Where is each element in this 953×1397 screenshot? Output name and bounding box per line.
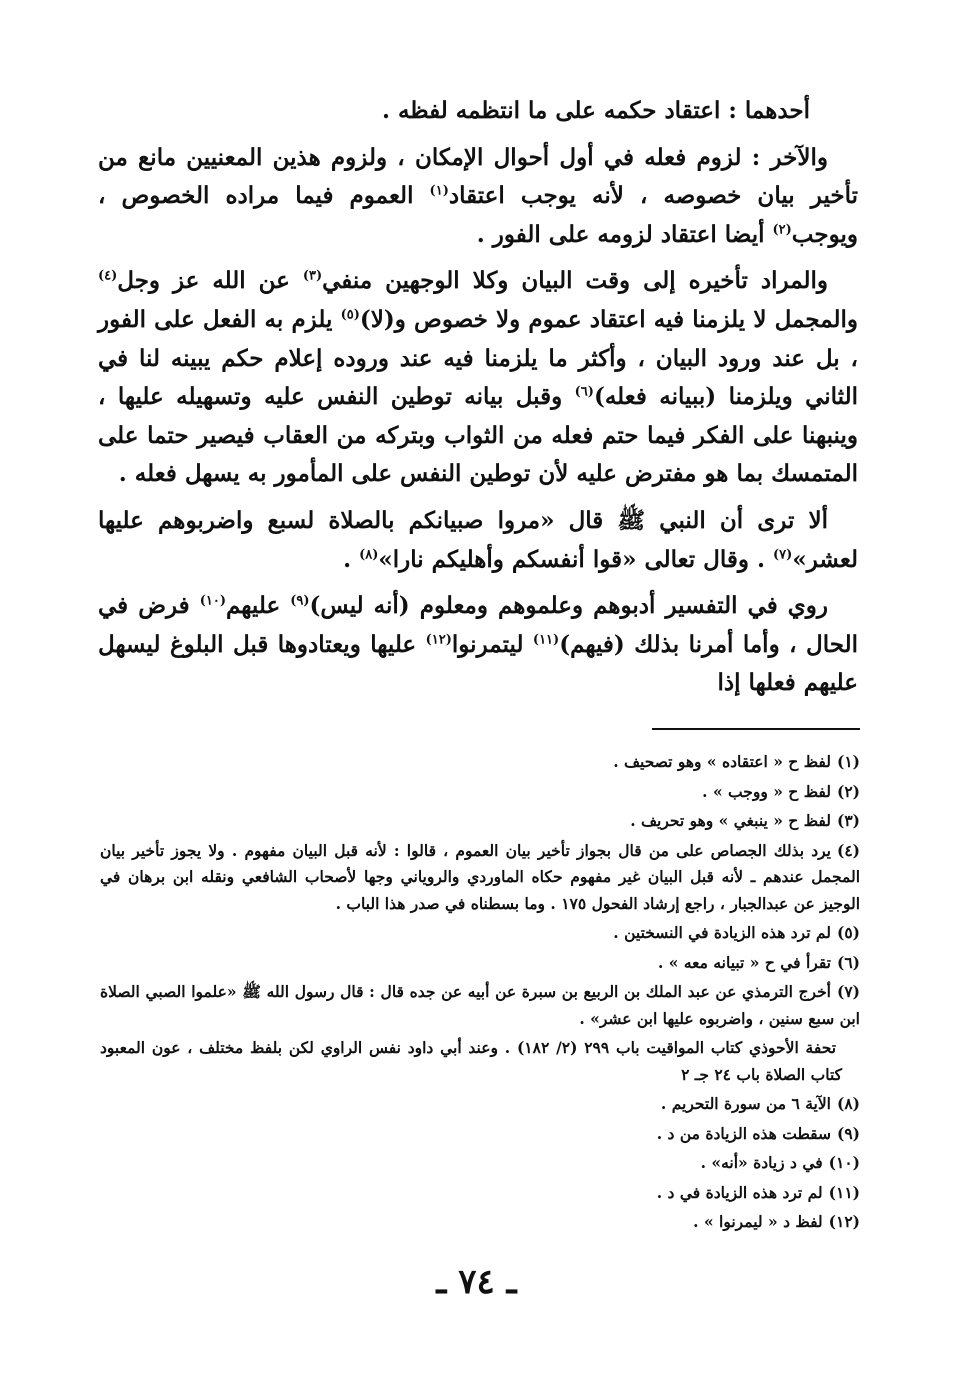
footnote: [100, 1209, 860, 1236]
footnote: [100, 979, 860, 1032]
footnote-number: (١١): [828, 1182, 860, 1202]
paragraph-text: روي في التفسير أدبوهم وعلموهم ومعلوم (أنه ليس): [309, 592, 828, 620]
footnote-number: (٦): [836, 952, 860, 972]
footnote-number: (٢): [836, 781, 860, 801]
footnote-number: (١٢): [828, 1212, 860, 1231]
footnote-text: أخرج الترمذي عن عبد الملك بن الربيع بن سبرة عن أبيه عن جده قال : قال رسول الله ﷺ «علموا الصبي الصلاة ابن سبع سنين ، واضربوه عليها ابن عشر» .: [100, 982, 860, 1028]
footnotes: [100, 749, 860, 1239]
paragraph-1: [98, 92, 858, 131]
paragraph-text: ألا ترى أن النبي ﷺ قال «مروا صبيانكم بالصلاة لسبع واضربوهم عليها لعشر»: [98, 506, 858, 573]
paragraph-text: أيضا اعتقاد لزومه على الفور .: [476, 220, 773, 248]
footnote-continuation: [100, 1035, 860, 1088]
paragraph-2: [98, 139, 858, 255]
footnote-number: (٩): [836, 1123, 860, 1143]
footnote-ref-10: (١٠): [199, 593, 226, 609]
footnote-number: (٧): [836, 982, 860, 1001]
footnote-ref-8: (٨): [359, 546, 379, 562]
paragraph-text: والآخر : لزوم فعله في أول أحوال الإمكان ، ولزوم هذين المعنيين مانع من تأخير بيان خصوصه ، لأنه يوجب اعتقاد: [98, 143, 859, 210]
footnote: [100, 838, 860, 918]
paragraph-text: عن الله عز وجل: [117, 267, 303, 295]
footnote-text: لم ترد هذه الزيادة في النسختين .: [613, 923, 831, 942]
footnote-number: (١): [836, 752, 860, 771]
footnote-text: لفظ د « ليمرنوا » .: [693, 1212, 823, 1231]
footnote: [100, 1150, 860, 1177]
footnote-ref-11: (١١): [532, 632, 560, 648]
footnote: [100, 1091, 860, 1118]
footnote-number: (٤): [836, 840, 860, 860]
footnote-ref-7: (٧): [773, 546, 793, 562]
footnote-ref-4: (٤): [98, 268, 118, 284]
footnote-ref-12: (١٢): [425, 632, 452, 648]
paragraph-text: والمراد تأخيره إلى وقت البيان وكلا الوجهين منفي: [322, 267, 829, 295]
footnote-text: تحفة الأحوذي كتاب المواقيت باب ٢٩٩ (٢/ ١٨٢) . وعند أبي داود نفس الراوي لكن بلفظ مختلف ، عون المعبود كتاب الصلاة باب ٢٤ جـ ٢: [100, 1038, 842, 1084]
footnote: [100, 779, 860, 806]
footnote-text: سقطت هذه الزيادة من د .: [656, 1123, 831, 1143]
footnote-ref-9: (٩): [290, 593, 310, 609]
footnote-text: لفظ ح « اعتقاده » وهو تصحيف .: [613, 752, 831, 771]
paragraph-3: [98, 262, 858, 494]
footnote-text: لم ترد هذه الزيادة في د .: [656, 1182, 823, 1202]
paragraph-text: فرض في الحال ، وأما أمرنا بذلك (فيهم): [98, 592, 858, 658]
footnote: [100, 808, 860, 835]
paragraph-4: [98, 502, 858, 579]
paragraph-5: [98, 587, 858, 703]
paragraph-text: والمجمل لا يلزمنا فيه اعتقاد عموم ولا خصوص و(لا): [359, 305, 858, 333]
paragraph-text: العموم فيما مراده الخصوص ، ويوجب: [98, 182, 858, 248]
footnote: [100, 920, 860, 947]
footnote-text: يرد بذلك الجصاص على من قال بجواز تأخير بيان العموم ، قالوا : لأنه قبل البيان مفهوم . ولا يجوز تأخير بيان المجمل عندهم ـ لأنه قبل البيان غير مفهوم حكاه الماوردي والروياني وجها لأصحاب الشافعي ونقله ابن برهان في الوجيز عن عبدالجبار ، راجع إرشاد الفحول ١٧٥ . وما بسطناه في صدر هذا الباب .: [100, 840, 860, 913]
footnote: [100, 1121, 860, 1148]
paragraph-text: . وقال تعالى «قوا أنفسكم وأهليكم نارا»: [378, 545, 774, 573]
footnote-ref-1: (١): [429, 183, 449, 199]
paragraph-text: عليهم: [225, 592, 291, 620]
footnote: [100, 749, 860, 776]
footnote-text: في د زيادة «أنه» .: [700, 1153, 823, 1172]
paragraph-text: يلزم به الفعل على الفور ، بل عند ورود البيان ، وأكثر ما يلزمنا فيه عند وروده إعلام حكم يبينه لنا في الثاني ويلزمنا (ببيانه فعله): [98, 305, 859, 411]
footnote-text: لفظ ح « ووجب » .: [702, 781, 831, 801]
footnote: [100, 950, 860, 977]
footnote-ref-3: (٣): [302, 268, 323, 284]
footnote-number: (٣): [836, 811, 860, 830]
paragraph-text: وقبل بيانه توطين النفس عليه وتسهيله عليها ، وينبهنا على الفكر فيما حتم فعله من الثواب وبتركه من العقاب فيصير حتما على المتمسك بما هو مفترض عليه لأن توطين النفس على المأمور به يسهل فعله .: [98, 383, 858, 488]
footnote-number: (٨): [836, 1094, 860, 1113]
paragraph-text: عليها ويعتادوها قبل البلوغ ليسهل عليهم فعلها إذا: [98, 630, 858, 697]
footnote-separator: [652, 728, 860, 730]
main-text: [98, 92, 858, 711]
footnote-number: (٥): [836, 923, 860, 942]
page-number: ـ ٧٤ ـ: [436, 1262, 517, 1302]
footnote-ref-6: (٦): [574, 384, 594, 400]
footnote-text: الآية ٦ من سورة التحريم .: [660, 1094, 831, 1113]
paragraph-text: ليتمرنوا: [451, 630, 533, 658]
paragraph-text: أحدهما : اعتقاد حكمه على ما انتظمه لفظه .: [381, 97, 810, 124]
footnote-text: تقرأ في ح « تبيانه معه » .: [657, 952, 831, 972]
footnote-number: (١٠): [828, 1153, 860, 1172]
footnote-ref-2: (٢): [772, 222, 792, 238]
footnote: [100, 1180, 860, 1207]
paragraph-text: .: [343, 545, 360, 573]
footnote-ref-5: (٥): [340, 307, 360, 323]
footnote-text: لفظ ح « ينبغي » وهو تحريف .: [630, 811, 831, 830]
